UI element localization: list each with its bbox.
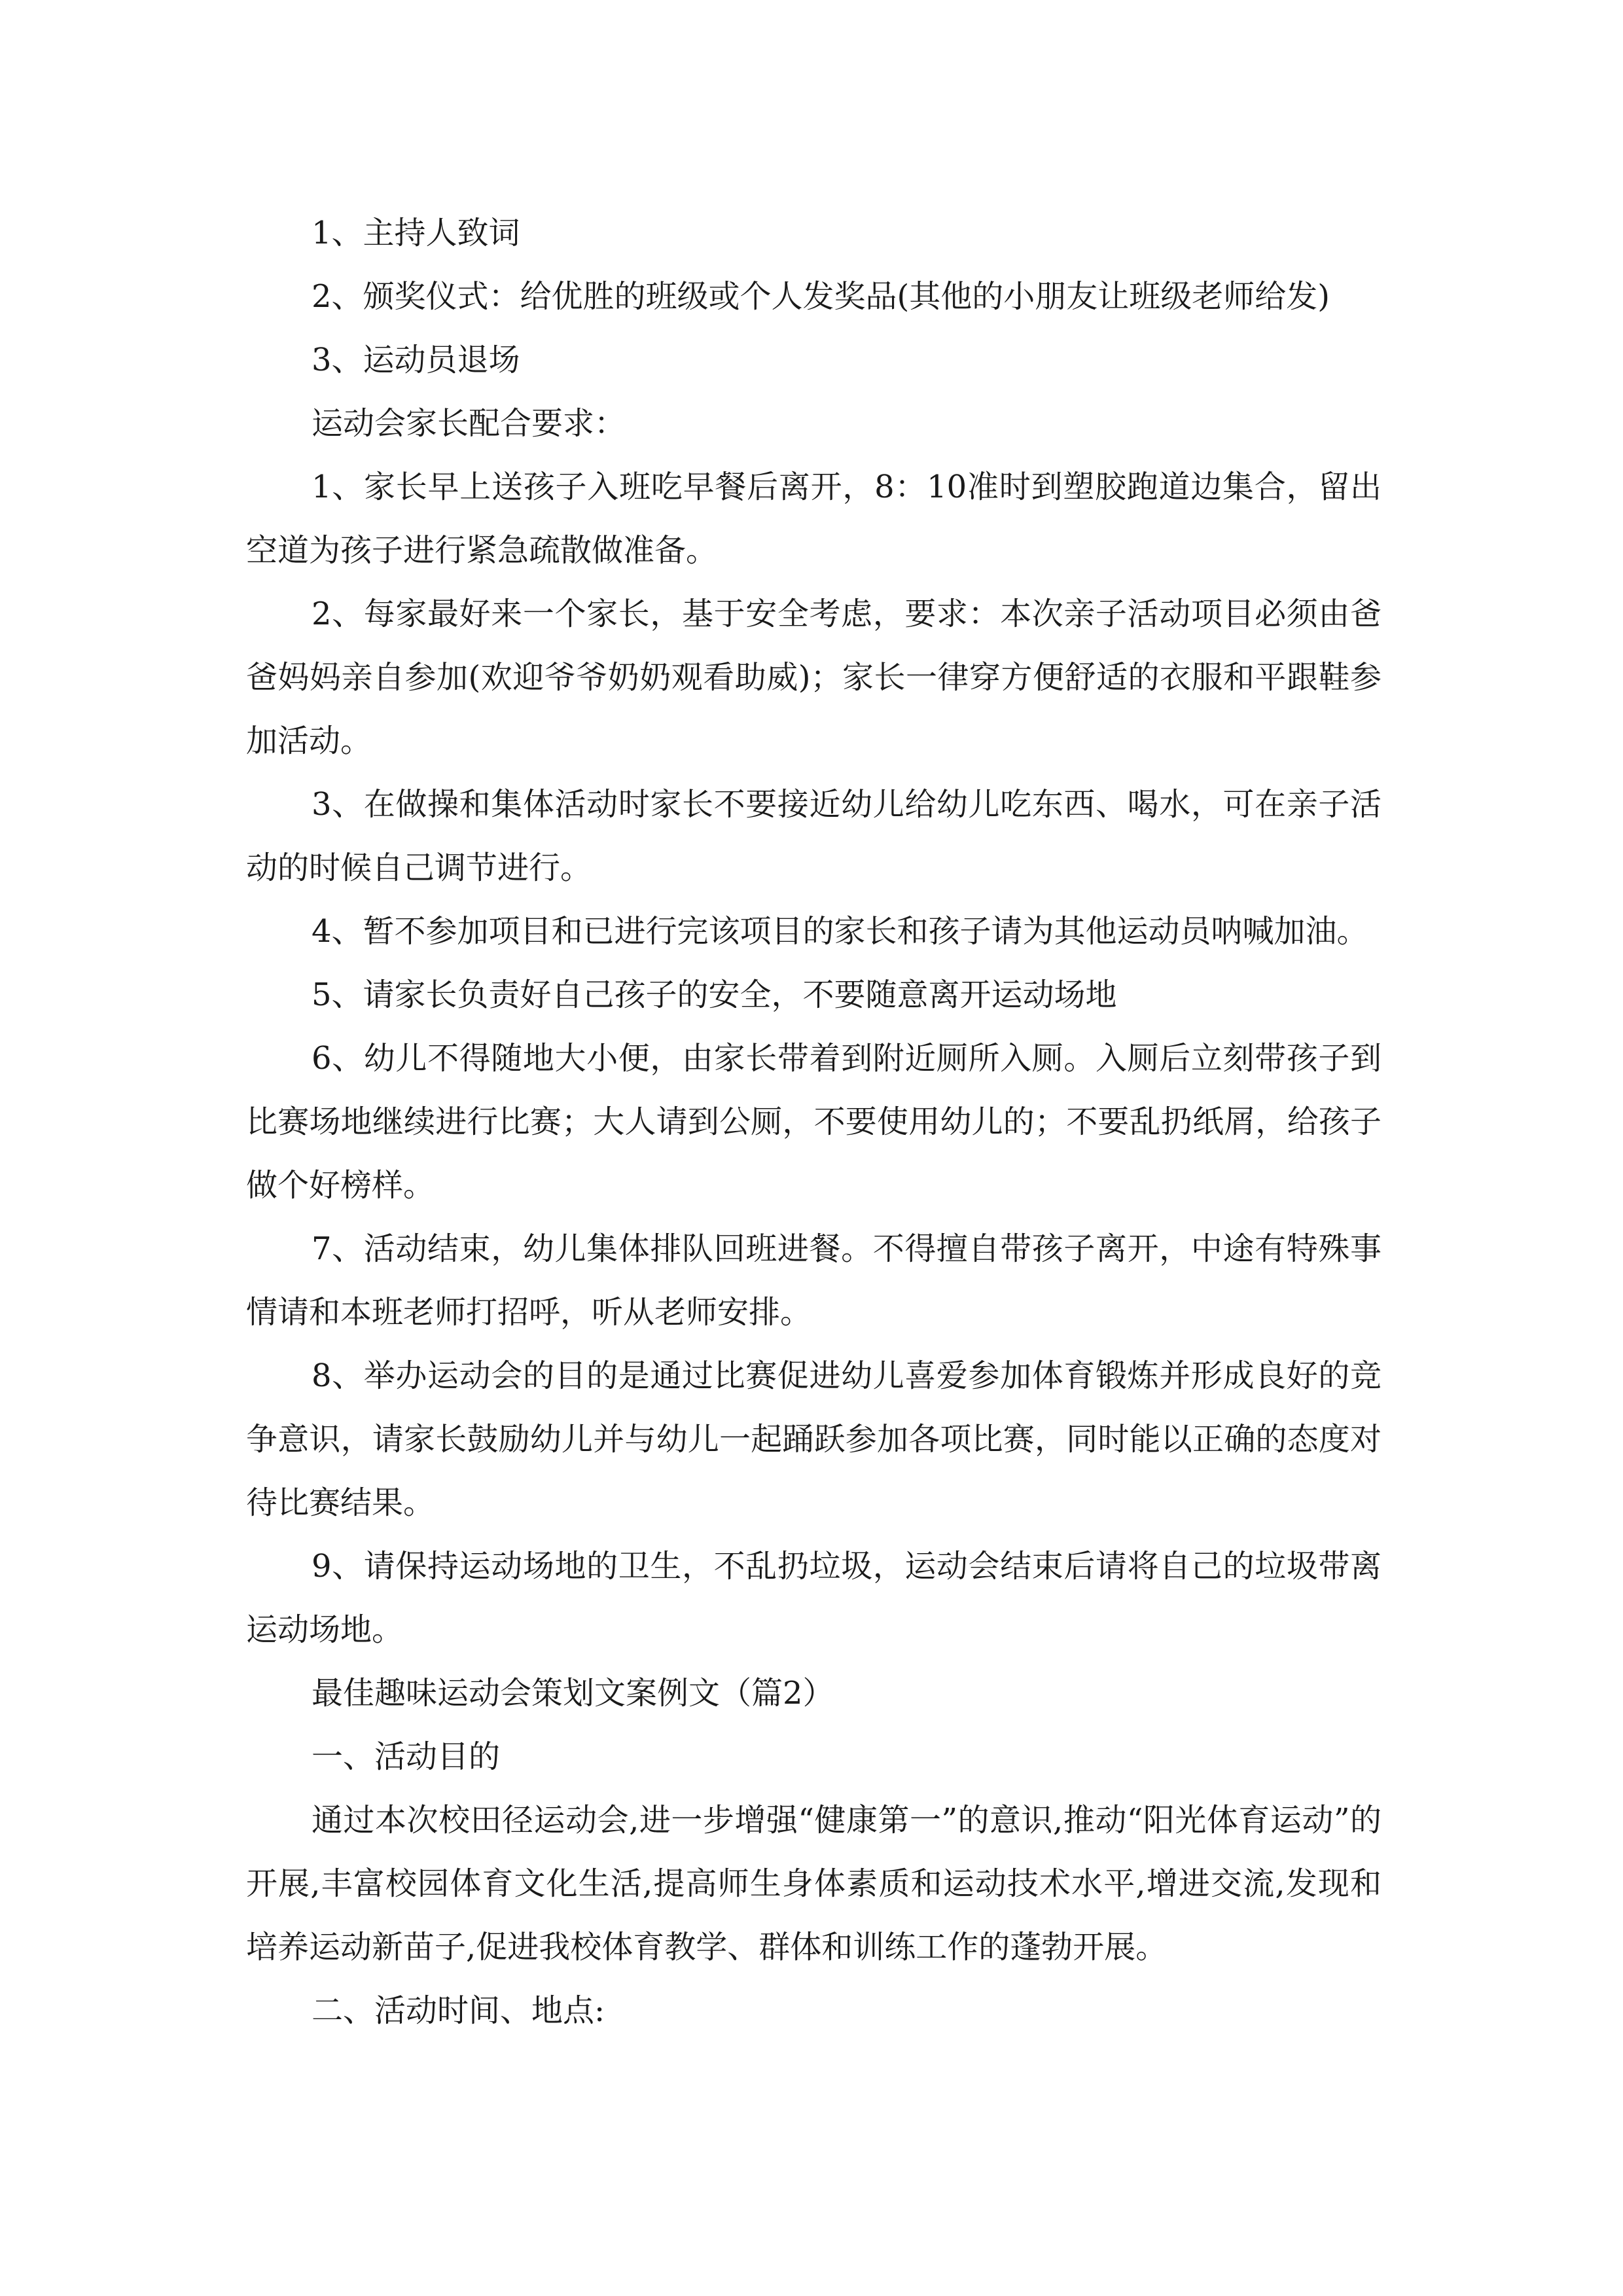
paragraph-requirement-5: 5、请家长负责好自己孩子的安全，不要随意离开运动场地 (312, 977, 1117, 1013)
heading-activity-purpose: 一、活动目的 (312, 1738, 501, 1775)
paragraph-requirement-7: 7、活动结束，幼儿集体排队回班进餐。不得擅自带孩子离开，中途有特殊事情请和本班老师打招呼，听从老师安排。 (246, 1230, 1382, 1331)
paragraph-parent-requirements-heading: 运动会家长配合要求： (312, 405, 626, 442)
paragraph-requirement-3: 3、在做操和集体活动时家长不要接近幼儿给幼儿吃东西、喝水，可在亲子活动的时候自己调节进行。 (246, 786, 1382, 886)
paragraph-requirement-4: 4、暂不参加项目和已进行完该项目的家长和孩子请为其他运动员呐喊加油。 (312, 913, 1368, 950)
paragraph-requirement-9: 9、请保持运动场地的卫生，不乱扔垃圾，运动会结束后请将自己的垃圾带离运动场地。 (246, 1548, 1382, 1648)
paragraph-requirement-2: 2、每家最好来一个家长，基于安全考虑，要求：本次亲子活动项目必须由爸爸妈妈亲自参加(欢迎爷爷奶奶观看助威)；家长一律穿方便舒适的衣服和平跟鞋参加活动。 (246, 596, 1382, 759)
paragraph-requirement-1: 1、家长早上送孩子入班吃早餐后离开，8：10准时到塑胶跑道边集合，留出空道为孩子进行紧急疏散做准备。 (246, 469, 1382, 569)
section-title-article-2: 最佳趣味运动会策划文案例文（篇2） (312, 1675, 834, 1712)
document-body (246, 202, 1382, 2043)
paragraph-award-ceremony: 2、颁奖仪式：给优胜的班级或个人发奖品(其他的小朋友让班级老师给发) (312, 278, 1330, 315)
heading-activity-time-place: 二、活动时间、地点: (312, 1992, 605, 2029)
paragraph-requirement-6: 6、幼儿不得随地大小便，由家长带着到附近厕所入厕。入厕后立刻带孩子到比赛场地继续进行比赛；大人请到公厕，不要使用幼儿的；不要乱扔纸屑，给孩子做个好榜样。 (246, 1040, 1382, 1204)
paragraph-athletes-exit: 3、运动员退场 (312, 342, 520, 378)
paragraph-requirement-8: 8、举办运动会的目的是通过比赛促进幼儿喜爱参加体育锻炼并形成良好的竞争意识，请家长鼓励幼儿并与幼儿一起踊跃参加各项比赛，同时能以正确的态度对待比赛结果。 (246, 1357, 1382, 1521)
paragraph-activity-purpose: 通过本次校田径运动会,进一步增强“健康第一”的意识,推动“阳光体育运动”的开展,丰富校园体育文化生活,提高师生身体素质和运动技术水平,增进交流,发现和培养运动新苗子,促进我校体育教学、群体和训练工作的蓬勃开展。 (246, 1802, 1382, 1965)
paragraph-host-speech: 1、主持人致词 (312, 215, 520, 251)
